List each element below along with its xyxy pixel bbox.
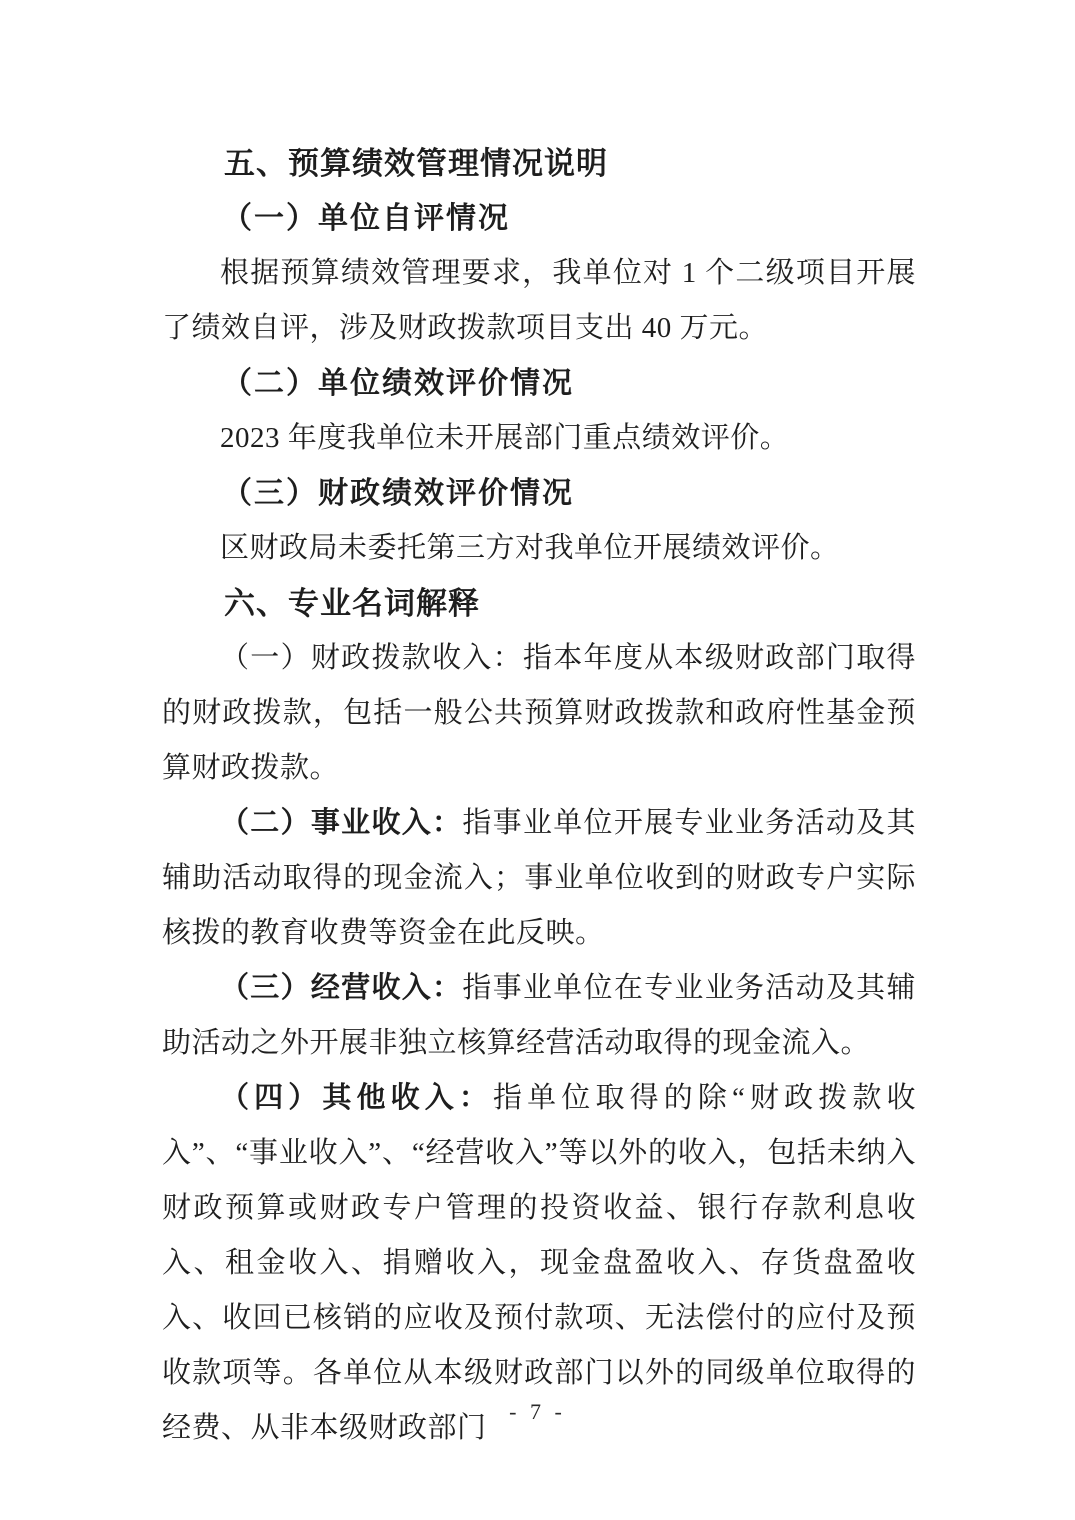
section-heading-6: 六、专业名词解释 — [224, 586, 480, 621]
document-body — [162, 136, 916, 1456]
subsection-heading-5-2: （二）单位绩效评价情况 — [222, 367, 574, 400]
section-heading-5: 五、预算绩效管理情况说明 — [224, 146, 608, 181]
term-definition: 指事业单位开展专业业务活动及其辅助活动取得的现金流入；事业单位收到的财政专户实际核拨的教育收费等资金在此反映。 — [162, 807, 916, 949]
term-label: （二）事业收入： — [220, 807, 463, 839]
paragraph-unit-evaluation: 2023 年度我单位未开展部门重点绩效评价。 — [220, 422, 790, 454]
page-number: - 7 - — [509, 1399, 566, 1424]
paragraph-term-operating-income — [162, 961, 916, 1071]
paragraph-finance-evaluation: 区财政局未委托第三方对我单位开展绩效评价。 — [220, 532, 840, 564]
paragraph-term-institutional-income — [162, 796, 916, 961]
paragraph-term-fiscal-appropriation: （一）财政拨款收入：指本年度从本级财政部门取得的财政拨款，包括一般公共预算财政拨款和政府性基金预算财政拨款。 — [162, 642, 916, 784]
subsection-heading-5-3: （三）财政绩效评价情况 — [222, 477, 574, 510]
term-label: （四）其他收入： — [220, 1082, 494, 1114]
term-definition: 指单位取得的除“财政拨款收入”、“事业收入”、“经营收入”等以外的收入，包括未纳入财政预算或财政专户管理的投资收益、银行存款利息收入、租金收入、捐赠收入，现金盘盈收入、存货盘盈收入、收回已核销的应收及预付款项、无法偿付的应付及预收款项等。各单位从本级财政部门以外的同级单位取得的经费、从非本级财政部门 — [162, 1082, 916, 1444]
paragraph-self-evaluation: 根据预算绩效管理要求，我单位对 1 个二级项目开展了绩效自评，涉及财政拨款项目支出 40 万元。 — [162, 257, 916, 344]
subsection-heading-5-1: （一）单位自评情况 — [222, 202, 510, 235]
term-label: （三）经营收入： — [220, 972, 463, 1004]
term-definition: 指事业单位在专业业务活动及其辅助活动之外开展非独立核算经营活动取得的现金流入。 — [162, 972, 916, 1059]
